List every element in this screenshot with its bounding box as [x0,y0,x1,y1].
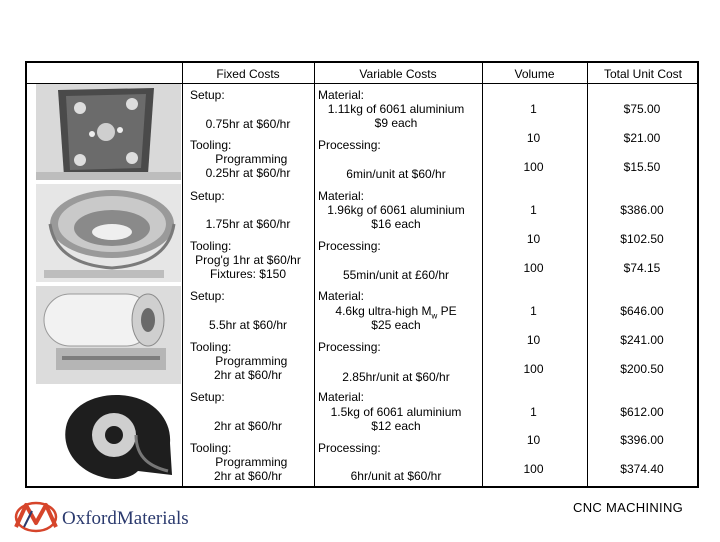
setup-label: Setup: [190,390,225,404]
logo-mark-icon [10,497,62,537]
material-price: $25 each [371,318,421,332]
processing-value: 6hr/unit at $60/hr [350,469,442,483]
aluminium-bowl-photo [36,184,181,282]
tooling-label: Tooling: [190,239,232,253]
processing-label: Processing: [318,340,381,354]
setup-value: 0.75hr at $60/hr [205,117,291,131]
unit-cost-value: $75.00 [623,102,661,116]
material-value: 1.96kg of 6061 aluminium $16 each [327,203,465,231]
volume-value: 10 [526,433,541,447]
pe-cylinder-photo [36,286,181,384]
logo-text: OxfordMaterials [62,508,189,529]
unit-cost-value: $374.40 [620,462,664,476]
tooling-label: Tooling: [190,441,232,455]
header-total-unit-cost: Total Unit Cost [603,67,683,81]
setup-value: 2hr at $60/hr [213,419,283,433]
material-label: Material: [318,390,365,404]
unit-cost-value: $396.00 [620,433,664,447]
tooling-value: Programming 2hr at $60/hr [213,455,288,483]
processing-value: 55min/unit at £60/hr [342,268,450,282]
volume-value: 100 [523,160,544,174]
material-label: Material: [318,189,365,203]
volume-value: 1 [530,102,537,116]
volume-value: 10 [526,232,541,246]
material-label: Material: [318,289,365,303]
material-value: 1.11kg of 6061 aluminium $9 each [327,102,465,130]
unit-cost-value: $386.00 [620,203,664,217]
volume-value: 10 [526,333,541,347]
setup-label: Setup: [190,88,225,102]
unit-cost-value: $21.00 [623,131,661,145]
setup-label: Setup: [190,189,225,203]
processing-label: Processing: [318,138,381,152]
header-variable-costs: Variable Costs [359,67,437,81]
tooling-label: Tooling: [190,138,232,152]
processing-label: Processing: [318,239,381,253]
volume-value: 100 [523,462,544,476]
material-value-text: 4.6kg ultra-high M [335,304,432,318]
tooling-value: Programming 0.25hr at $60/hr [205,152,291,180]
unit-cost-value: $200.50 [620,362,664,376]
material-label: Material: [318,88,365,102]
volume-value: 1 [530,405,537,419]
setup-value: 1.75hr at $60/hr [205,217,291,231]
setup-value: 5.5hr at $60/hr [208,318,288,332]
processing-value: 6min/unit at $60/hr [346,167,446,181]
tooling-value: Programming 2hr at $60/hr [213,354,288,382]
square-plate-photo [36,84,181,180]
unit-cost-value: $241.00 [620,333,664,347]
unit-cost-value: $74.15 [623,261,661,275]
material-value-subscript: w [431,311,438,321]
volume-value: 100 [523,261,544,275]
unit-cost-value: $102.50 [620,232,664,246]
header-fixed-costs: Fixed Costs [216,67,280,81]
spiral-cam-photo [52,389,180,485]
processing-value: 2.85hr/unit at $60/hr [342,370,450,384]
material-value-suffix: PE [437,304,457,318]
unit-cost-value: $612.00 [620,405,664,419]
footer-title: CNC MACHINING [573,500,684,515]
material-value: 1.5kg of 6061 aluminium $12 each [330,405,462,433]
tooling-value: Prog'g 1hr at $60/hr Fixtures: $150 [195,253,301,281]
setup-label: Setup: [190,289,225,303]
volume-value: 1 [530,304,537,318]
unit-cost-value: $15.50 [623,160,661,174]
tooling-label: Tooling: [190,340,232,354]
volume-value: 1 [530,203,537,217]
volume-value: 10 [526,131,541,145]
volume-value: 100 [523,362,544,376]
unit-cost-value: $646.00 [620,304,664,318]
header-volume: Volume [514,67,555,81]
processing-label: Processing: [318,441,381,455]
